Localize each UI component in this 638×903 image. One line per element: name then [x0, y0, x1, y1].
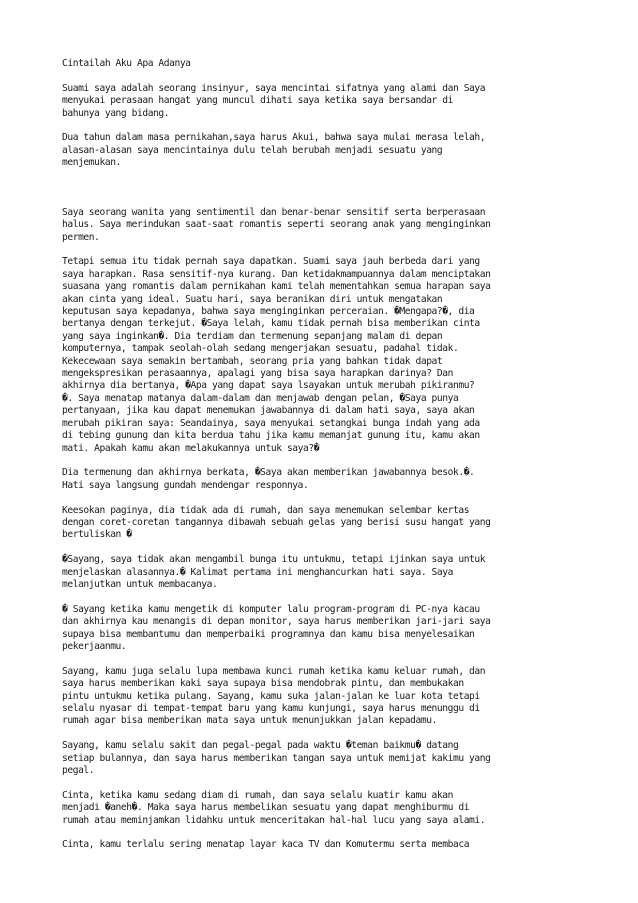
paragraph-7: �Sayang, saya tidak akan mengambil bunga itu untukmu, tetapi ijinkan saya untuk menjelaskan alasannya.� Kalimat pertama ini menghancurkan hati saya. Saya melanjutkan untuk membacanya. [62, 554, 486, 590]
paragraph-2: Dua tahun dalam masa pernikahan,saya harus Akui, bahwa saya mulai merasa lelah, alasan-alasan saya mencintainya dulu telah berubah menjadi sesuatu yang menjemukan. [62, 132, 486, 169]
paragraph-5: Dia termenung dan akhirnya berkata, �Saya akan memberikan jawabannya besok.�. Hati saya langsung gundah mendengar responnya. [62, 467, 475, 491]
paragraph-11: Cinta, ketika kamu sedang diam di rumah, dan saya selalu kuatir kamu akan menjadi �aneh�. Maka saya harus membelikan sesuatu yang dapat menghiburmu di rumah atau meminjamkan lidahku untuk menceritakan hal-hal lucu yang saya alami. [62, 789, 486, 826]
document-page [62, 58, 582, 864]
paragraph-12: Cinta, kamu terlalu sering menatap layar kaca TV dan Komutermu serta membaca [62, 839, 470, 851]
paragraph-8: � Sayang ketika kamu mengetik di komputer lalu program-program di PC-nya kacau dan akhirnya kau menangis di depan monitor, saya harus memberikan jari-jari saya supaya bisa membantumu dan memperbaiki programnya dan kamu bisa menyelesaikan pekerjaanmu. [62, 603, 491, 652]
paragraph-6: Keesokan paginya, dia tidak ada di rumah, dan saya menemukan selembar kertas dengan coret-coretan tangannya dibawah sebuah gelas yang berisi susu hangat yang bertuliskan � [62, 504, 491, 541]
paragraph-3: Saya seorang wanita yang sentimentil dan benar-benar sensitif serta berperasaan halus. Saya merindukan saat-saat romantis seperti seorang anak yang menginginkan permen. [62, 206, 491, 243]
paragraph-10: Sayang, kamu selalu sakit dan pegal-pegal pada waktu �teman baikmu� datang setiap bulannya, dan saya harus memberikan tangan saya untuk memijat kakimu yang pegal. [62, 740, 491, 776]
document-title: Cintailah Aku Apa Adanya [62, 58, 191, 69]
paragraph-4: Tetapi semua itu tidak pernah saya dapatkan. Suami saya jauh berbeda dari yang saya harapkan. Rasa sensitif-nya kurang. Dan ketidakmampuannya dalam menciptakan suasana yang romantis dalam pernikahan kami telah mementahkan semua harapan saya akan cinta yang ideal. Suatu hari, saya beranikan diri untuk mengatakan keputusan saya kepadanya, bahwa saya menginginkan perceraian. �Mengapa?�, dia bertanya dengan terkejut. �Saya lelah, kamu tidak pernah bisa memberikan cinta yang saya inginkan�. Dia terdiam dan termenung sepanjang malam di depan komputernya, tampak seolah-olah sedang mengerjakan sesuatu, padahal tidak. Kekecewaan saya semakin bertambah, seorang pria yang bahkan tidak dapat mengekspresikan perasaannya, apalagi yang bisa saya harapkan darinya? Dan akhirnya dia bertanya, �Apa yang dapat saya lsayakan untuk merubah pikiranmu? �. Saya menatap matanya dalam-dalam dan menjawab dengan pelan, �Saya punya pertanyaan, jika kau dapat menemukan jawabannya di dalam hati saya, saya akan merubah pikiran saya: Seandainya, saya menyukai setangkai bunga indah yang ada di tebing gunung dan kita berdua tahu jika kamu memanjat gunung itu, kamu akan mati. Apakah kamu akan melakukannya untuk saya?� [62, 256, 491, 454]
paragraph-1: Suami saya adalah seorang insinyur, saya mencintai sifatnya yang alami dan Saya menyukai perasaan hangat yang muncul dihati saya ketika saya bersandar di bahunya yang bidang. [62, 82, 486, 119]
paragraph-9: Sayang, kamu juga selalu lupa membawa kunci rumah ketika kamu keluar rumah, dan saya harus memberikan kaki saya supaya bisa mendobrak pintu, dan membukakan pintu untukmu ketika pulang. Sayang, kamu suka jalan-jalan ke luar kota tetapi selalu nyasar di tempat-tempat baru yang kamu kunjungi, saya harus menunggu di rumah agar bisa memberikan mata saya untuk menunjukkan jalan kepadamu. [62, 665, 486, 727]
